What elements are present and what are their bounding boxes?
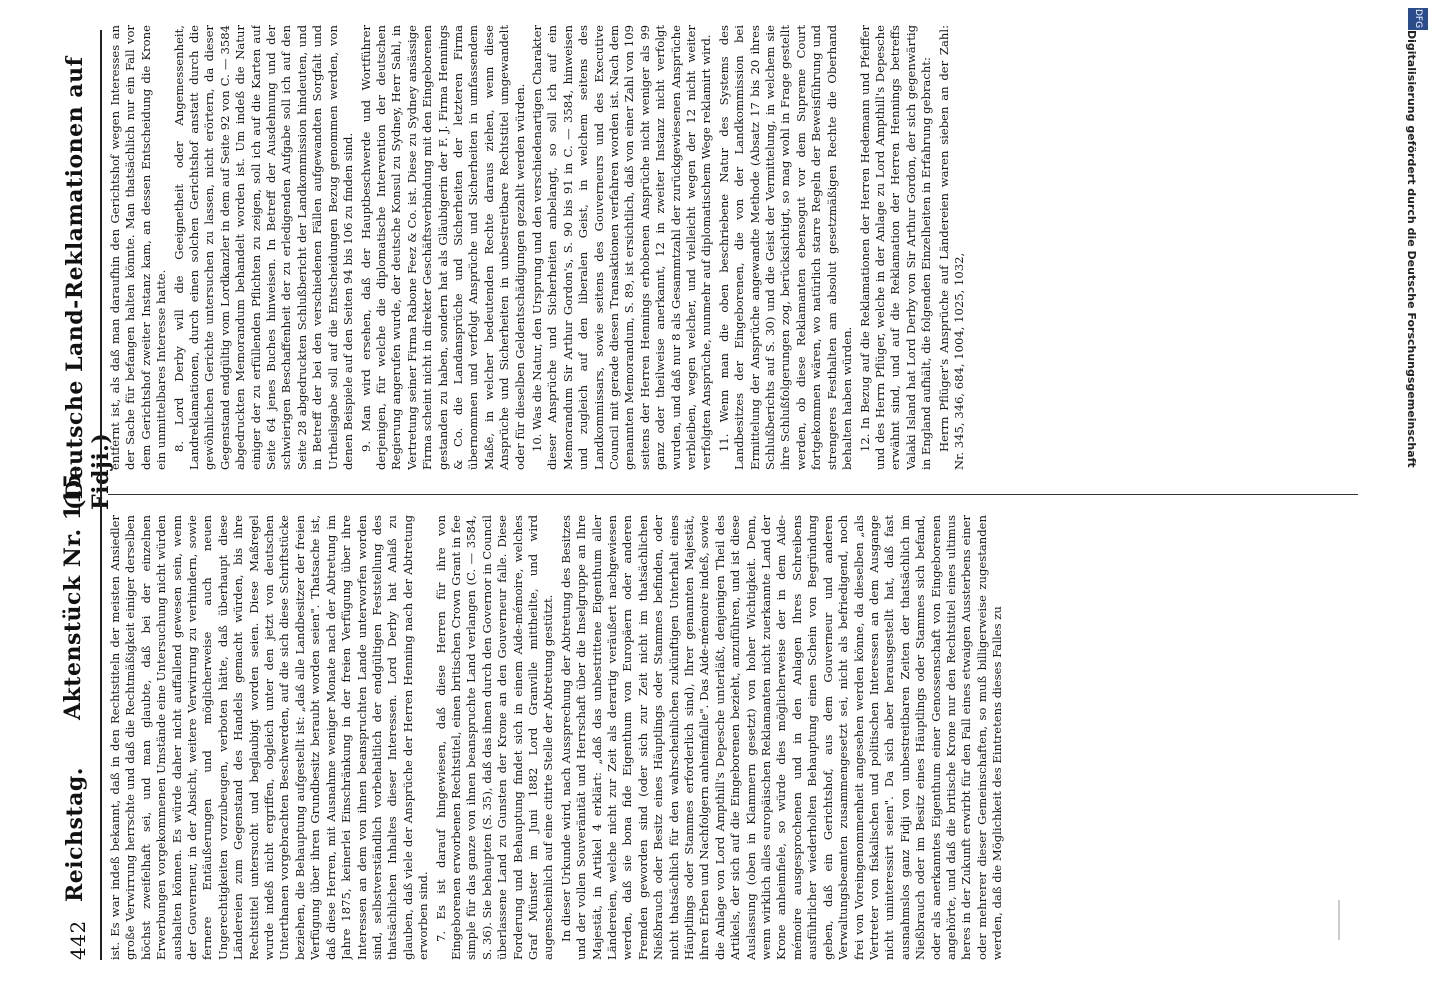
paragraph: Herrn Pflüger's Ansprüche auf Ländereien waren sieben an der Zahl: Nr. 345, 346, 684, 1004, 1025, 1032, — [936, 25, 966, 470]
digitization-note — [1402, 30, 1422, 910]
header-rule — [100, 30, 102, 960]
paragraph: In dieser Urkunde wird, nach Aussprechung der Abtretung des Besitzes und der vollen Souveränität und Herrschaft über die Inselgruppe an Ihre Majestät, in Artikel 4 erklärt: „daß das unbestrittene Eigenthum aller Ländereien, welche nicht zur Zeit als derartig veräußert nachgewiesen werden, daß sie bona fide Eigenthum von Europäern oder anderen Fremden geworden sind (oder sich zur Zeit nicht im thatsächlichen Nießbrauch oder Besitz eines Häuptlings oder Stammes befinden, oder nicht thatsächlich für den wahrscheinlichen zukünftigen Unterhalt eines Häuptlings oder Stammes erforderlich sind), Ihrer genannten Majestät, ihren Erben und Nachfolgern anheimfalle". Das Aide-mémoire indeß, sowie die Anlage von Lord Ampthill's Depesche unterläßt, denjenigen Theil des Artikels, der sich auf die Eingeborenen bezieht, anzuführen, und ist diese Auslassung (oben in Klammern gesetzt) von hoher Wichtigkeit. Denn, wenn wirklich alles europäischen Reklamanten nicht zuerkannte Land der Krone anheimfiele, so würde dies möglicherweise der in dem Aide-mémoire ausgesprochenen und in den Anlagen Ihres Schreibens ausführlicher wiederholten Behauptung einen Schein von Begründung geben, daß ein Gerichtshof, aus dem Gouverneur und anderen Verwaltungsbeamten zusammengesetzt sei, nicht als befriedigend, noch frei von Voreingenommenheit angesehen werden könne, da dieselben „als Vertreter von fiskalischen und politischen Interessen an dem Ausgange nicht uninteressirt seien". Da sich aber herausgestellt hat, daß fast ausnahmslos ganz Fidji von unbestreitbaren Zeiten der thatsächlich im Nießbrauch oder im Besitz eines Häuptlings oder Stammes sich befand, oder als anerkanntes Eigenthum einer Genossenschaft von Eingeborenen angehörte, und daß die britische Krone nur den Rechtstitel eines ultimus heres in der Zukunft erwirbt für den Fall eines etwaigen Aussterbens einer oder mehrerer dieser Gemeinschaften, so muß billigerweise zugestanden werden, daß die Möglichkeit des Eintretens dieses Falles zu — [558, 515, 1005, 960]
column-divider — [108, 494, 1358, 495]
paragraph: 8. Lord Derby will die Geeignetheit oder Angemessenheit, Landreklamationen, durch einen solchen Gerichtshof anstatt durch die gewöhnlichen Gerichte untersuchen zu lassen, nicht erörtern, da dieser Gegenstand endgültig vom Lordkanzler in dem auf Seite 92 von C. — 3584 abgedruckten Memorandum behandelt worden ist. Um indeß die Natur einiger der zu erfüllenden Pflichten zu zeigen, soll ich auf die Karten auf Seite 64 jenes Buches hinweisen. In Betreff der Ausdehnung und der schwierigen Beschaffenheit der zu erledigenden Aufgabe soll ich auf den Seite 28 abgedruckten Schlußbericht der Landkommission hindeuten, und in Betreff der bei den verschiedenen Fällen aufgewandten Sorgfalt und Urtheilsgabe soll auf die Entscheidungen Bezug genommen werden, von denen Beispiele auf den Seiten 94 bis 106 zu finden sind. — [171, 25, 356, 470]
page-header — [60, 30, 114, 960]
paragraph: ist. Es war indeß bekannt, daß in den Rechtstiteln der meisten Ansiedler große Verwirrung herrschte und daß die Rechtmäßigkeit einiger derselben höchst zweifelhaft sei, und man glaubte, daß bei der einzelnen Erwerbungen vorgekommenen Umstände eine Untersuchung nicht würden aushalten können. Es würde daher nicht auffallend gewesen sein, wenn der Gouverneur, in der Absicht, weitere Verwirrung zu verhindern, sowie fernere Entäußerungen und möglicherweise auch neuen Ungerechtigkeiten vorzubeugen, verboten hätte, daß überhaupt diese Ländereien zum Gegenstand des Handels gemacht würden, bis ihre Rechtstitel untersucht und beglaubigt worden seien. Diese Maßregel wurde indeß nicht ergriffen, obgleich unter den jetzt von deutschen Unterthanen vorgebrachten Beschwerden, auf die sich diese Schriftstücke beziehen, die Behauptung aufgestellt ist: „daß alle Landbesitzer der freien Verfügung über ihren Grundbesitz beraubt worden seien". Thatsache ist, daß diese Herren, mit Ausnahme weniger Monate nach der Abtretung im Jahre 1875, keinerlei Einschränkung in der freien Verfügung über ihre Interessen an dem von ihnen beanspruchten Lande unterworfen worden sind, selbstverständlich vorbehaltlich der endgültigen Feststellung des thatsächlichen Inhaltes dieser Interessen. Lord Derby hat Anlaß zu glauben, daß viele der Ansprüche der Herren Henning nach der Abtretung erworben sind. — [108, 515, 431, 960]
text-column-left — [108, 515, 1358, 960]
text-column-right — [108, 25, 1358, 470]
paragraph: 10. Was die Natur, den Ursprung und den verschiedenartigen Charakter dieser Ansprüche und Sicherheiten anbelangt, so soll ich auf ein Memorandum Sir Arthur Gordon's, S. 90 bis 91 in C. — 3584, hinweisen und zugleich auf den liberalen Geist, in welchem seitens des Landkommissars, sowie seitens des Gouverneurs und des Executive Council mit gerade diesen Transaktionen verfahren worden ist. Nach dem genannten Memorandum, S. 89, ist ersichtlich, daß von einer Zahl von 109 seitens der Herren Hennings erhobenen Ansprüche nicht weniger als 99 ganz oder theilweise anerkannt, 12 in zweiter Instanz nicht verfolgt wurden, und daß nur 8 als Gesammtzahl der zurückgewiesenen Ansprüche verbleiben, wegen welcher, und vielleicht wegen der 12 nicht weiter verfolgten Ansprüche, nunmehr auf diplomatischem Wege reklamirt wird. — [529, 25, 714, 470]
running-head: Reichstag. — [62, 767, 88, 902]
document-reference: Aktenstück Nr. 115. — [60, 464, 86, 720]
page-number: 442 — [66, 920, 90, 960]
dfg-logo: DFG — [1408, 8, 1428, 30]
paragraph: entfernt ist, als daß man daraufhin den Gerichtshof wegen Interesses an der Sache für befangen halten könnte. Man thatsächlich nur ein Fall vor dem Gerichtshof zweiter Instanz kam, an dessen Entscheidung die Krone ein unmittelbares Interesse hatte. — [108, 25, 169, 470]
paragraph: 12. In Bezug auf die Reklamationen der Herren Hedemann und Pfeiffer und des Herrn Pflüger, welche in der Anlage zu Lord Ampthill's Depesche erwähnt sind, und auf die Reklamation der Herren Hennings betreffs Valaki Island hat Lord Derby von Sir Arthur Gordon, der sich gegenwärtig in England aufhält, die folgenden Einzelheiten in Erfahrung gebracht: — [857, 25, 934, 470]
paragraph: 11. Wenn man die oben beschriebene Natur des Systems des Landbesitzes der Eingeborenen, die von der Landkommission bei Ermittelung der Ansprüche angewandte Methode (Absatz 17 bis 20 ihres Schlußberichts auf S. 30) und die Geist der Vermittelung, in welchem sie ihre Schlußfolgerungen zog, berücksichtigt, so mag wohl in Frage gestellt werden, ob diese Reklamanten ebensogut vor dem Supreme Court fortgekommen wären, wo natürlich starre Regeln der Beweisführung und strengeres Festhalten am absolut gesetzmäßigen Rechte die Oberhand behalten haben würden. — [716, 25, 855, 470]
digitization-note-text: Digitalisierung gefördert durch die Deutsche Forschungsgemeinschaft — [1405, 30, 1418, 468]
paragraph: 7. Es ist darauf hingewiesen, daß diese Herren für ihre von Eingeborenen erworbenen Rechtstitel, einen britischen Crown Grant in fee simple für das ganze von ihnen beanspruchte Land verlangen (C. — 3584, S. 36). Sie behaupten (S. 35), daß das ihnen durch den Governor in Council überlassene Land zu Gunsten der Krone an den Gouverneur falle. Diese Forderung und Behauptung findet sich in einem Aide-mémoire, welches Graf Münster im Juni 1882 Lord Granville mittheilte, und wird augenscheinlich auf eine citirte Stelle der Abtretung gestützt. — [433, 515, 556, 960]
document-topic: (Deutsche Land-Reklamationen auf Fidji.) — [62, 56, 114, 510]
paragraph: 9. Man wird ersehen, daß der Hauptbeschwerde und Wortführer derjenigen, für welche die diplomatische Intervention der deutschen Regierung angerufen wurde, der deutsche Konsul zu Sydney, Herr Sahl, in Vertretung seiner Firma Rabone Feez & Co. ist. Diese zu Sydney ansässige Firma scheint nicht in direkter Geschäftsverbindung mit den Eingeborenen gestanden zu haben, sondern hat als Gläubigerin der F. J. Firma Hennings & Co. die Landansprüche und Sicherheiten der letzteren Firma übernommen und verfolgt Ansprüche und Sicherheiten in umfassendem Maße, in welcher bedeutenden Rechte daraus ziehen, wenn diese Ansprüche und Sicherheiten in unbestreitbare Rechtstitel umgewandelt oder für dieselben Geldentschädigungen gezahlt werden würden. — [358, 25, 527, 470]
scan-edge-mark — [1338, 900, 1340, 940]
